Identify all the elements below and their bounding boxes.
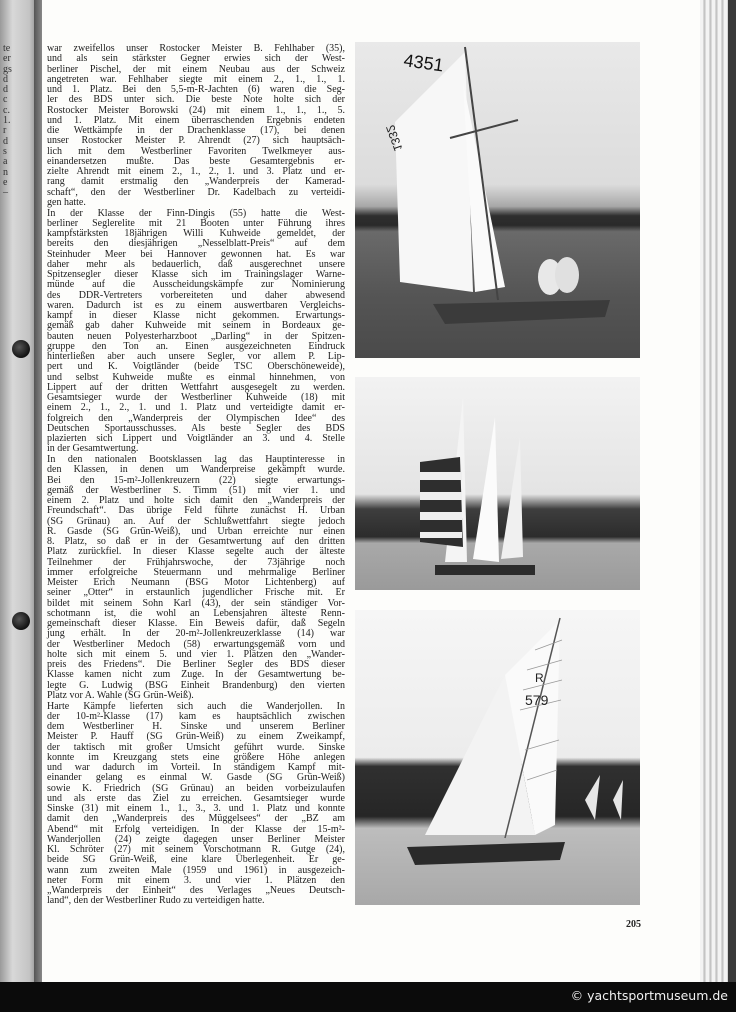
- text-line: Deutschen Sportausschusses. Als beste Segler des BDS: [47, 422, 345, 434]
- article-text-column: [47, 44, 345, 907]
- facing-page-fragment: a: [3, 156, 8, 168]
- text-line: den Klassen, in denen um Wanderpreise gekämpft wurde.: [47, 464, 345, 476]
- photo-finn-dinghy: [355, 42, 640, 358]
- text-line: Teilnehmer der Frühjahrswoche, der 73jährige noch: [47, 556, 345, 568]
- text-line: Abend“ mit Erfolg verteidigen. In der Klasse der 15-m²-: [47, 823, 345, 835]
- text-line: Steinhuder Meer bei Hannover gewonnen hat. Es war: [47, 248, 345, 260]
- text-line: holte sich mit einem 5. und vier 1. Plätzen den „Wander-: [47, 648, 345, 660]
- text-line: gemeinschaft dieser Klasse. Ein Beweis dafür, daß Segeln: [47, 618, 345, 629]
- text-line: preis des Friedens“. Die Berliner Segler des BDS dieser: [47, 659, 345, 670]
- text-line: In den nationalen Bootsklassen lag das Hauptinteresse in: [47, 454, 345, 465]
- text-line: und war dadurch im Vorteil. In ständigem Kampf mit-: [47, 762, 345, 773]
- text-line: wann zum zweiten Male (1959 und 1961) in ausgezeich-: [47, 864, 345, 876]
- distant-sail: [613, 780, 623, 820]
- text-line: Meister P. Hauff (SG Grün-Weiß) zu einem Zweikampf,: [47, 731, 345, 743]
- facing-page-fragment: te: [3, 43, 11, 54]
- facing-page-fragment: –: [3, 187, 8, 199]
- photo-regatta-fleet: [355, 377, 640, 590]
- text-line: ler des BDS unter sich. Die beste Note holte sich der: [47, 94, 345, 106]
- sail-number-top: 4351: [402, 50, 445, 76]
- text-line: sowie K. Friedrich (SG Grünau) an beiden vorbeizulaufen: [47, 782, 345, 794]
- text-line: dem Westberliner H. Sinske und unserem Berliner: [47, 721, 345, 732]
- text-line: der 10-m²-Klasse (17) kam es hauptsächlich zwischen: [47, 710, 345, 722]
- text-line: gruppe den Ton an. Einen ausgezeichneten Eindruck: [47, 340, 345, 352]
- text-line: unser Rostocker Meister P. Ahrendt (27) sich hauptsäch-: [47, 135, 345, 147]
- text-line: konnte im Kreuzgang stets eine größere Höhe anlegen: [47, 751, 345, 763]
- text-line: Platz vor A. Wahle (SG Grün-Weiß).: [47, 689, 194, 701]
- text-line: gemäß gab daher Kuhweide mit seinem in Bordeaux ge-: [47, 320, 345, 332]
- text-line: folgreich den „Wanderpreis der Olympischen Idee“ des: [47, 412, 345, 424]
- text-line: Bei den 15-m²-Jollenkreuzern (22) siegte erwartungs-: [47, 474, 345, 486]
- text-line: immer erfolgreiche Steuermann und mehrmalige Berliner: [47, 566, 345, 578]
- text-line: und als erste das Ziel zu erreichen. Gesamtsieger wurde: [47, 792, 345, 804]
- text-line: angetreten war. Fehlhaber siegte mit einem 2., 1., 1., 1.: [47, 73, 345, 85]
- text-line: kampfstärksten 18jährigen Willi Kuhweide gemeldet, der: [47, 228, 345, 239]
- text-line: gen hatte.: [47, 196, 86, 208]
- hull: [407, 842, 565, 865]
- text-line: Rostocker Meister Borowski (24) mit einem 1., 1., 1., 5.: [47, 104, 345, 116]
- text-line: einander gelang es einmal W. Gasde (SG Grün-Weiß): [47, 772, 345, 784]
- text-line: plazierten sich Lippert und Voigtländer an 3. und 4. Stelle: [47, 433, 345, 444]
- sail: [501, 437, 523, 559]
- text-line: Spitzensegler dieser Klasse sich im Trainingslager Warne-: [47, 269, 345, 280]
- facing-page-fragment: e: [3, 176, 8, 188]
- text-line: war zweifellos unser Rostocker Meister B. Fehlhaber (35),: [47, 43, 345, 54]
- text-line: seiner „Otter“ in erstaunlich jugendlicher Frische mit. Er: [47, 587, 345, 599]
- facing-page-fragment: gs: [3, 63, 12, 75]
- text-line: rang damit erstmalig den „Wanderpreis der Kamerad-: [47, 176, 345, 188]
- text-line: Kl. Schröter (27) mit seinem Vorschotmann R. Gutge (24),: [47, 844, 345, 855]
- text-line: In der Klasse der Finn-Dingis (55) hatte die West-: [47, 207, 345, 219]
- page-number: 205: [626, 919, 641, 930]
- text-line: damit den „Wanderpreis des Müggelsees“ der „BZ am: [47, 813, 345, 825]
- text-line: schotmann ist, die wohl an Lebensjahren älteste Renn-: [47, 607, 345, 619]
- facing-page-fragment: n: [3, 166, 8, 178]
- text-line: schaft“, den der Westberliner Dr. Kadelbach zu verteidi-: [47, 186, 345, 198]
- text-line: bereits den diesjährigen „Nesselblatt-Preis“ auf dem: [47, 238, 345, 250]
- text-line: und als sein stärkster Gegner erwies sich der West-: [47, 53, 345, 65]
- text-line: Freundschaft“. Das übrige Feld führte zunächst H. Urban: [47, 505, 345, 517]
- text-line: in der Gesamtwertung.: [47, 443, 139, 455]
- text-line: hinterließen aber auch unsere Segler, vor allem P. Lip-: [47, 351, 345, 362]
- distant-sail: [585, 775, 600, 820]
- text-line: daher mehr als bedauerlich, daß ausgerechnet unsere: [47, 258, 345, 270]
- sailor: [555, 257, 579, 293]
- text-line: einem 2., 1., 2., 1. und 1. Platz und verteidigte damit er-: [47, 402, 345, 414]
- text-line: 8. Platz, so daß er in der Gesamtwertung auf den dritten: [47, 536, 345, 547]
- text-line: und 1. Platz. Bei den 5,5-m-R-Jachten (6) waren die Seg-: [47, 84, 345, 95]
- text-line: münde auf die Ausscheidungskämpfe zur Nominierung: [47, 279, 345, 291]
- sail: [473, 417, 499, 562]
- facing-page-text-fragments: [3, 44, 12, 198]
- striped-spinnaker: [420, 457, 463, 547]
- text-line: Wanderjollen (24) zeigte dagegen unser Berliner Meister: [47, 833, 345, 845]
- text-line: kampf in dieser Klasse nicht gekommen. Erwartungs-: [47, 310, 345, 321]
- punch-hole: [12, 612, 30, 630]
- text-line: bildet mit seinem Sohn Karl (43), der sein ständiger Vor-: [47, 597, 345, 609]
- article-paragraph: [47, 702, 345, 907]
- text-line: berliner Seglerelite mit 21 Booten unter Führung ihres: [47, 217, 345, 229]
- text-line: R. Gasde (SG Grün-Weiß), und Urban erreichte nur einen: [47, 525, 345, 537]
- text-line: jung erhält. In der 20-m²-Jollenkreuzerklasse (14) war: [47, 628, 345, 640]
- text-line: legte G. Ludwig (BSG Einheit Brandenburg) den vierten: [47, 679, 345, 691]
- text-line: Harte Kämpfe lieferten sich auch die Wanderjollen. In: [47, 700, 345, 712]
- sail-number-mirrored: 1332: [383, 123, 406, 154]
- text-line: gemäß der Westberliner S. Timm (51) mit vier 1. und: [47, 484, 345, 496]
- sail-number: 579: [525, 692, 549, 708]
- article-paragraph: [47, 44, 345, 208]
- facing-page-fragment: c: [3, 94, 8, 106]
- text-line: berliner Pischel, der mit einem Neubau aus der Schweiz: [47, 63, 345, 75]
- text-line: und 1. Platz. Mit einem überraschenden Ergebnis endeten: [47, 114, 345, 126]
- text-line: „Wanderpreis der Einheit“ des Verlages „Neues Deutsch-: [47, 885, 345, 896]
- text-line: einem 2. Platz und holte sich damit den „Wanderpreis der: [47, 495, 345, 506]
- book-cover-edge: [728, 0, 736, 982]
- text-line: des DDR-Vertreters vorbereiteten und daher abwesend: [47, 289, 345, 301]
- facing-page-fragment: c.: [3, 104, 10, 116]
- punch-hole: [12, 340, 30, 358]
- text-line: bauten neuen Polyesterharzboot „Darling“ in der Spitzen-: [47, 330, 345, 342]
- jollenkreuzer-illustration: [355, 610, 640, 905]
- text-line: einandersetzen mußte. Das beste Gesamtergebnis er-: [47, 155, 345, 167]
- text-line: Gesamtsieger wurde der Westberliner Kuhweide (18) mit: [47, 392, 345, 403]
- watermark: © yachtsportmuseum.de: [570, 988, 728, 1003]
- hull: [433, 300, 610, 324]
- text-line: und selbst Kuhweide mußte es einmal hinnehmen, von: [47, 371, 345, 383]
- text-line: Meister Erich Neumann (BSG Motor Lichtenberg) auf: [47, 577, 345, 588]
- facing-page-fragment: d: [3, 135, 8, 147]
- facing-page-fragment: s: [3, 145, 7, 157]
- regatta-fleet-illustration: [355, 377, 640, 590]
- article-paragraph: [47, 455, 345, 701]
- facing-page-fragment: d: [3, 84, 8, 96]
- photo-jollenkreuzer: [355, 610, 640, 905]
- text-line: beide SG Grün-Weiß, eine klare Überlegenheit. Er ge-: [47, 854, 345, 866]
- text-line: pert und K. Voigtländer (beide TSC Oberschöneweide),: [47, 361, 345, 373]
- facing-page-fragment: er: [3, 53, 11, 65]
- facing-page-fragment: 1.: [3, 115, 11, 127]
- text-line: zielte Ahrendt mit einem 2., 1., 2., 1. und 3. Platz und er-: [47, 166, 345, 177]
- text-line: Sinske (31) mit einem 1., 1., 3., 3. und 1. Platz und konnte: [47, 803, 345, 814]
- mainsail: [395, 52, 473, 292]
- sail-letter: R: [535, 671, 544, 685]
- text-line: land“, den der Westberliner Rudo zu verteidigen hatte.: [47, 895, 265, 907]
- text-line: Lippert auf der dritten Wettfahrt ausgesegelt zu werden.: [47, 381, 345, 393]
- text-line: die Wettkämpfe in der Drachenklasse (17), bei denen: [47, 125, 345, 136]
- facing-page-fragment: r: [3, 125, 7, 137]
- article-paragraph: [47, 209, 345, 455]
- text-line: neter Form mit einem 3. und vier 1. Plätzen den: [47, 874, 345, 886]
- facing-page-fragment: d: [3, 73, 8, 85]
- book-gutter: [34, 0, 42, 982]
- text-line: (SG Grünau) an. Auf der Schlußwettfahrt siegte jedoch: [47, 515, 345, 527]
- text-line: der Westberliner Medoch (58) erwartungsgemäß vorn und: [47, 638, 345, 650]
- text-line: waren. Dadurch ist es zu einem auswertbaren Vergleichs-: [47, 299, 345, 311]
- text-line: der taktisch mit großer Umsicht geführt wurde. Sinske: [47, 741, 345, 753]
- finn-dinghy-illustration: [355, 42, 640, 358]
- hull: [435, 565, 535, 575]
- text-line: Klasse kamen nicht zum Zuge. In der Gesamtwertung be-: [47, 669, 345, 681]
- text-line: lich mit dem Westberliner Favoriten Twelkmeyer aus-: [47, 145, 345, 157]
- text-line: Platz zurückfiel. In dieser Klasse segelte auch der älteste: [47, 546, 345, 558]
